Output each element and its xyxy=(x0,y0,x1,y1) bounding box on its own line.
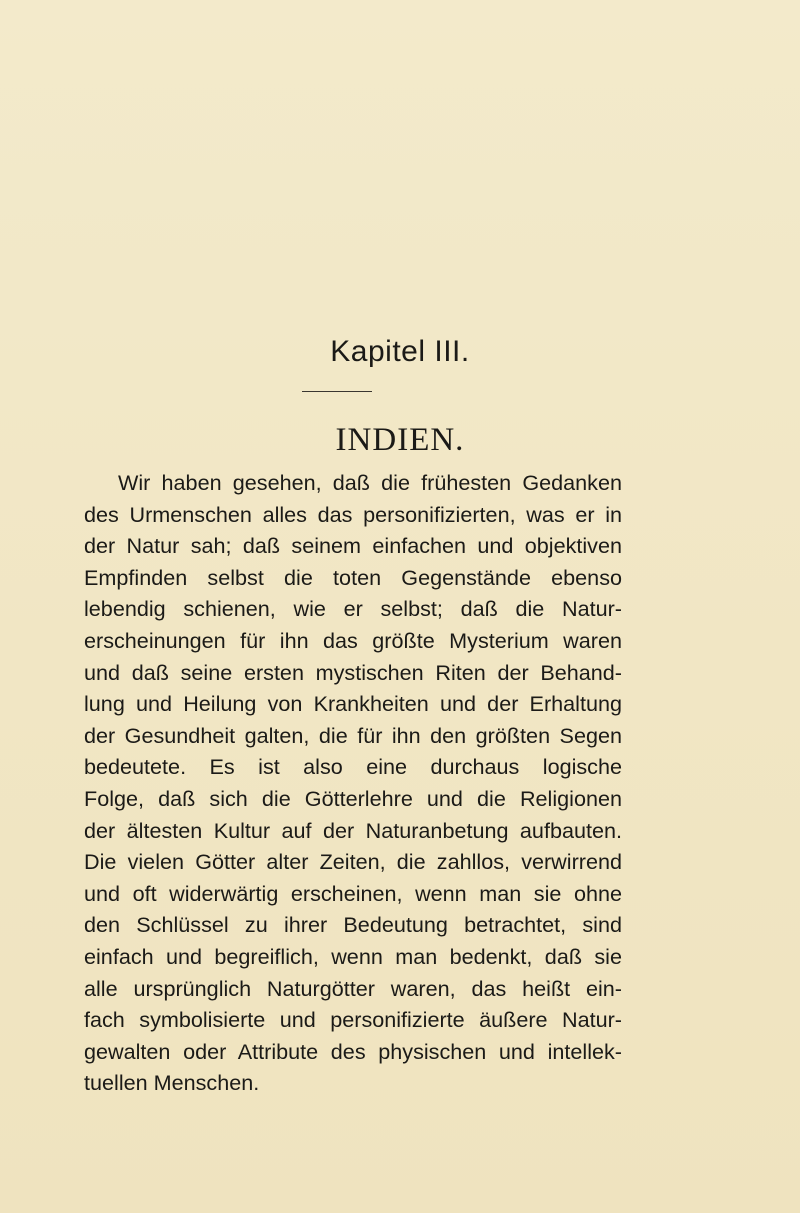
paragraph-line: der ältesten Kultur auf der Naturanbetung aufbauten. xyxy=(84,817,622,843)
paragraph-line: alle ursprünglich Naturgötter waren, das heißt ein- xyxy=(84,975,622,1001)
chapter-heading: INDIEN. xyxy=(335,422,465,458)
paragraph-line: den Schlüssel zu ihrer Bedeutung betrachtet, sind xyxy=(84,912,622,938)
body-paragraph xyxy=(84,467,622,1099)
paragraph-line: fach symbolisierte und personifizierte äußere Natur- xyxy=(84,1007,622,1033)
chapter-label: Kapitel III. xyxy=(330,335,470,368)
paragraph-line: des Urmenschen alles das personifizierten, was er in xyxy=(84,501,622,527)
paragraph-line: Die vielen Götter alter Zeiten, die zahllos, verwirrend xyxy=(84,849,622,875)
paragraph-line: und daß seine ersten mystischen Riten der Behand- xyxy=(84,659,622,685)
paragraph-line: gewalten oder Attribute des physischen und intellek- xyxy=(84,1038,622,1064)
paragraph-line: Folge, daß sich die Götterlehre und die Religionen xyxy=(84,785,622,811)
chapter-divider-rule xyxy=(302,391,372,392)
paragraph-line: einfach und begreiflich, wenn man bedenkt, daß sie xyxy=(84,943,622,969)
paragraph-line: bedeutete. Es ist also eine durchaus logische xyxy=(84,754,622,780)
paragraph-line: erscheinungen für ihn das größte Mysterium waren xyxy=(84,627,622,653)
paragraph-line: lebendig schienen, wie er selbst; daß die Natur- xyxy=(84,596,622,622)
paragraph-line: tuellen Menschen. xyxy=(84,1070,260,1096)
paragraph-line: lung und Heilung von Krankheiten und der Erhaltung xyxy=(84,691,622,717)
paragraph-line: der Gesundheit galten, die für ihn den größten Segen xyxy=(84,722,622,748)
paragraph-line: Wir haben gesehen, daß die frühesten Gedanken xyxy=(118,470,622,495)
paragraph-line: der Natur sah; daß seinem einfachen und objektiven xyxy=(84,533,622,559)
paragraph-line: und oft widerwärtig erscheinen, wenn man sie ohne xyxy=(84,880,622,906)
paragraph-line: Empfinden selbst die toten Gegenstände ebenso xyxy=(84,564,622,590)
